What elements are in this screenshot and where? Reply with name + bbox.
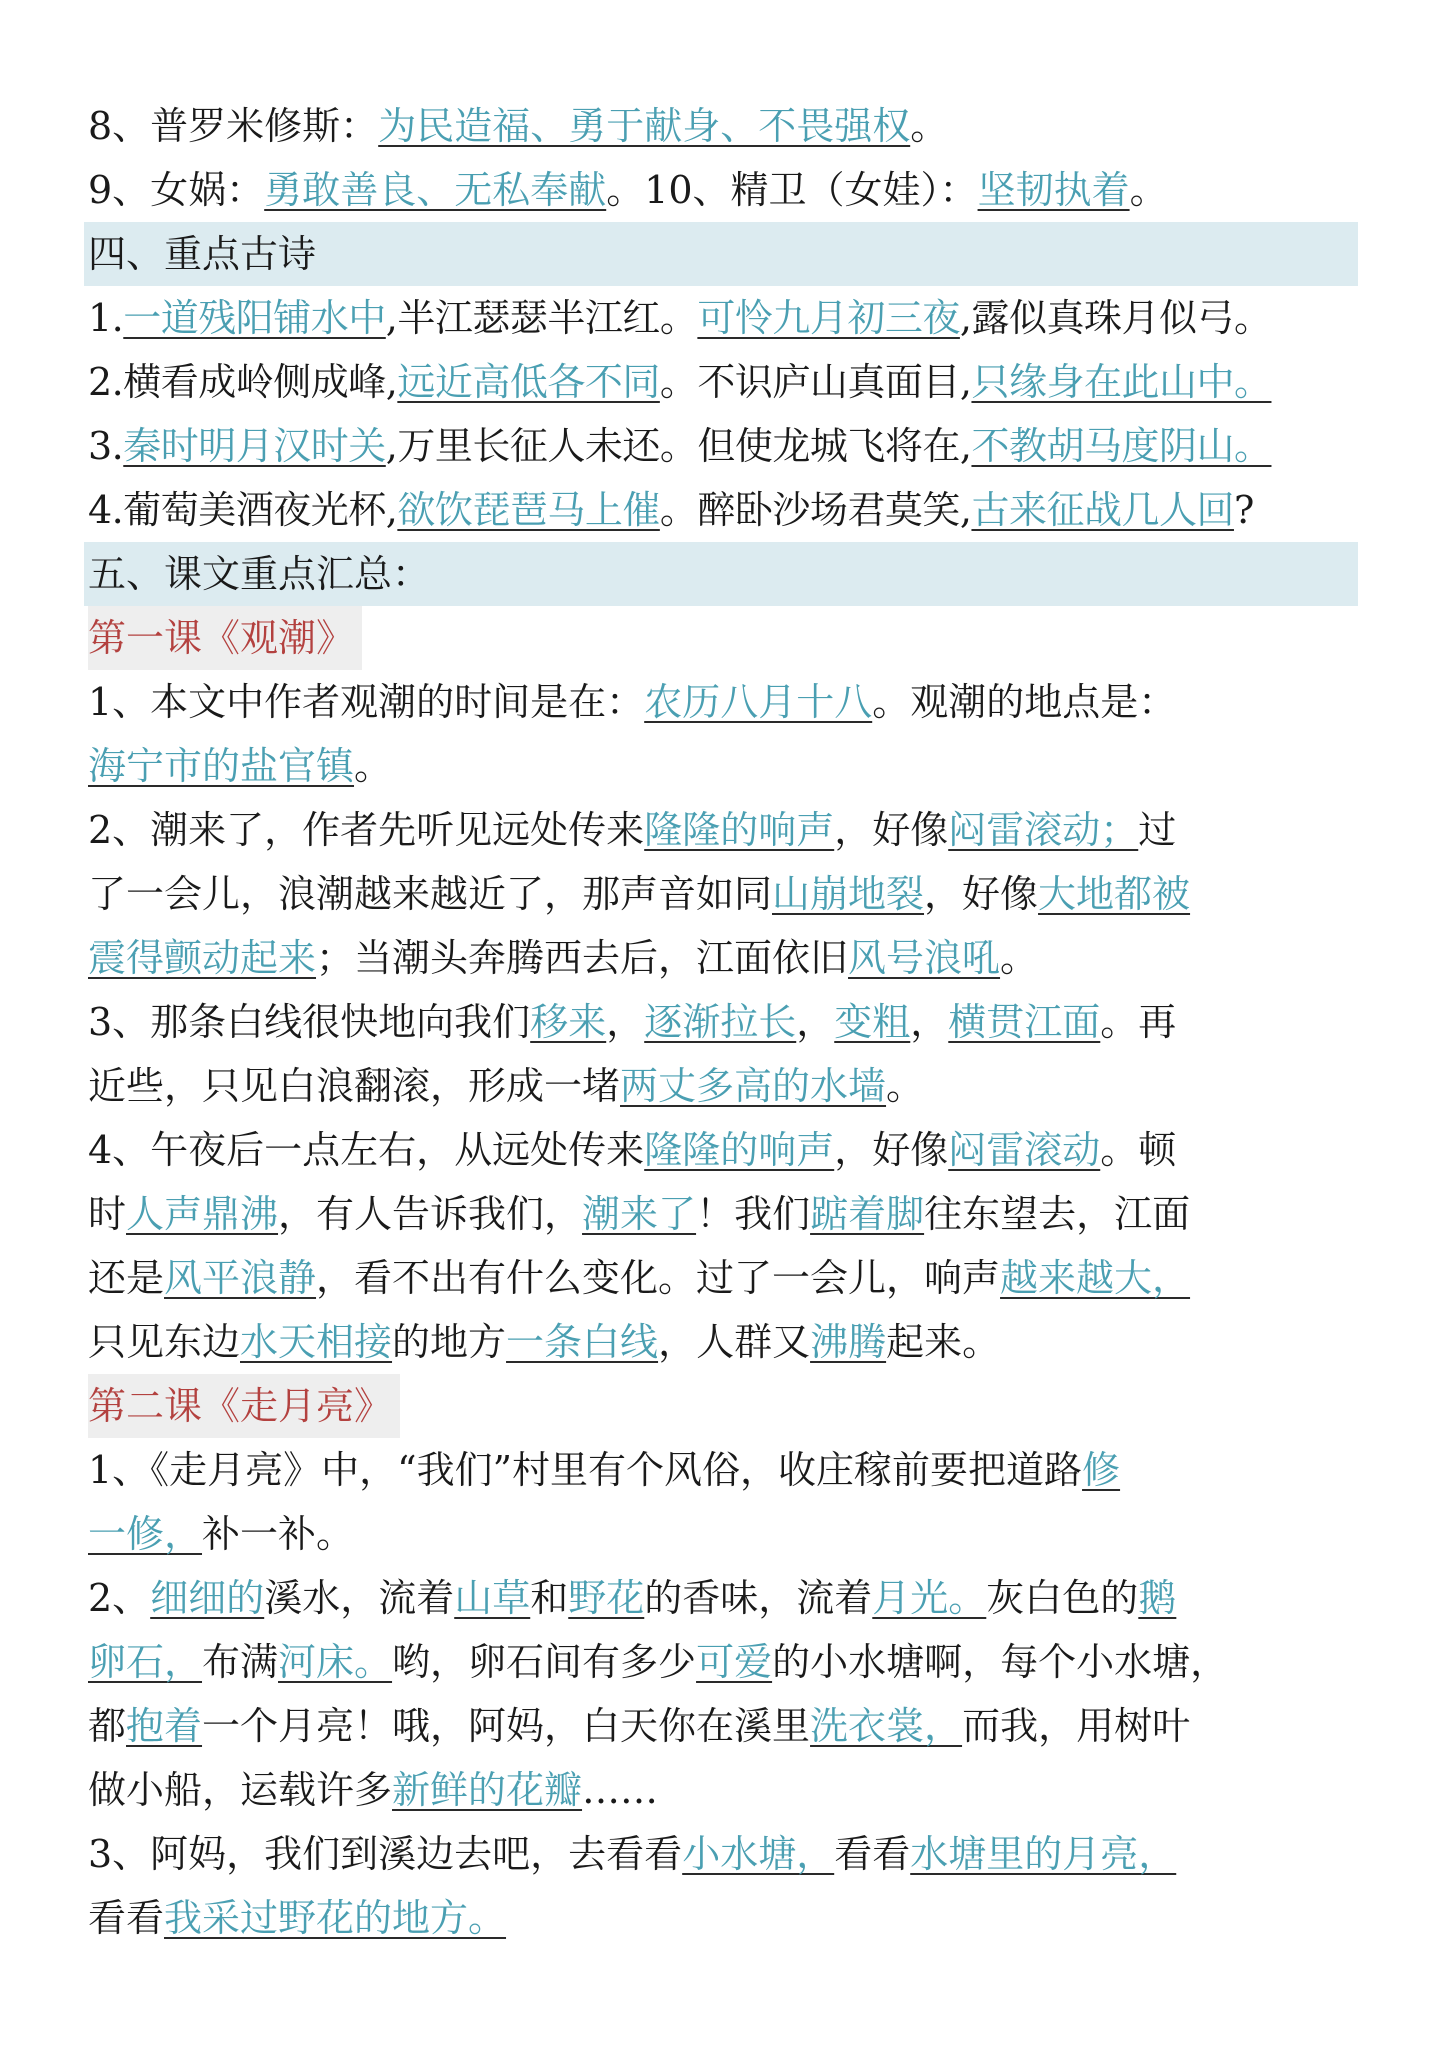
answer: 不教胡马度阴山。 xyxy=(971,424,1272,468)
answer: 沸腾 xyxy=(810,1320,887,1364)
lesson1-q1-line2 xyxy=(88,734,1354,798)
answer: 风号浪吼 xyxy=(848,936,1001,980)
lesson2-q2-line2 xyxy=(88,1630,1354,1694)
lesson1-q3-line2 xyxy=(88,1054,1354,1118)
text: 。观潮的地点是： xyxy=(872,680,1177,724)
text: 1. xyxy=(88,296,124,340)
lesson2-q2-line3 xyxy=(88,1694,1354,1758)
text: 。 xyxy=(910,104,949,148)
poem-3-line xyxy=(88,414,1354,478)
text: 溪水，流着 xyxy=(264,1576,455,1620)
text: ,露似真珠月似弓。 xyxy=(959,296,1272,340)
answer: 一道残阳铺水中 xyxy=(123,296,386,340)
answer: 远近高低各不同 xyxy=(397,360,660,404)
poem-1-line xyxy=(88,286,1354,350)
answer: 新鲜的花瓣 xyxy=(392,1768,583,1812)
lesson2-q3-line2 xyxy=(88,1886,1354,1950)
answer: 为民造福、勇于献身、不畏强权 xyxy=(378,104,911,148)
answer: 秦时明月汉时关 xyxy=(123,424,386,468)
text: ， xyxy=(796,1000,835,1044)
answer: 可怜九月初三夜 xyxy=(697,296,960,340)
lesson1-q4-line1 xyxy=(88,1118,1354,1182)
answer: 越来越大， xyxy=(1000,1256,1191,1300)
answer: 两丈多高的水墙 xyxy=(620,1064,887,1108)
text: 8、普罗米修斯： xyxy=(88,104,379,148)
text: 。 xyxy=(1000,936,1039,980)
text: 做小船，运载许多 xyxy=(88,1768,393,1812)
answer: 移来 xyxy=(530,1000,607,1044)
text: 。再 xyxy=(1100,1000,1177,1044)
text: 4.葡萄美酒夜光杯, xyxy=(88,488,398,532)
answer: 古来征战几人回 xyxy=(971,488,1234,532)
text: ，人群又 xyxy=(658,1320,811,1364)
text: 2、 xyxy=(88,1576,151,1620)
text: ，好像 xyxy=(834,1128,949,1172)
answer: 逐渐拉长 xyxy=(644,1000,797,1044)
lesson-1-title: 第一课《观潮》 xyxy=(88,606,362,670)
answer: 变粗 xyxy=(834,1000,911,1044)
text: ；当潮头奔腾西去后，江面依旧 xyxy=(316,936,849,980)
text: 1、本文中作者观潮的时间是在： xyxy=(88,680,645,724)
text: 1、《走月亮》中，“我们”村里有个风俗，收庄稼前要把道路 xyxy=(88,1448,1083,1492)
text: 2、潮来了，作者先听见远处传来 xyxy=(88,808,645,852)
answer: 震得颤动起来 xyxy=(88,936,317,980)
text: ， xyxy=(606,1000,645,1044)
poem-4-line xyxy=(88,478,1354,542)
lesson1-q4-line2 xyxy=(88,1182,1354,1246)
answer: 大地都被 xyxy=(1038,872,1191,916)
text: 3、阿妈，我们到溪边去吧，去看看 xyxy=(88,1832,683,1876)
lesson2-q1-line2 xyxy=(88,1502,1354,1566)
answer: 抱着 xyxy=(126,1704,203,1748)
answer: 横贯江面 xyxy=(948,1000,1101,1044)
lesson1-q2-line1 xyxy=(88,798,1354,862)
answer: 月光。 xyxy=(872,1576,987,1620)
answer: 可爱 xyxy=(696,1640,773,1684)
document-page xyxy=(88,94,1354,1950)
text: ， xyxy=(910,1000,949,1044)
answer: 欲饮琵琶马上催 xyxy=(397,488,660,532)
answer: 坚韧执着 xyxy=(977,168,1130,212)
lesson1-q3-line1 xyxy=(88,990,1354,1054)
answer: 洗衣裳， xyxy=(810,1704,963,1748)
text: 灰白色的 xyxy=(986,1576,1139,1620)
text: ,半江瑟瑟半江红。 xyxy=(385,296,698,340)
text: ,万里长征人未还。但使龙城飞将在, xyxy=(385,424,972,468)
answer: 一条白线 xyxy=(506,1320,659,1364)
text: 的地方 xyxy=(392,1320,507,1364)
answer: 修 xyxy=(1082,1448,1121,1492)
text: 9、女娲： xyxy=(88,168,265,212)
answer: 潮来了 xyxy=(582,1192,697,1236)
lesson-2-title: 第二课《走月亮》 xyxy=(88,1374,400,1438)
text: 而我，用树叶 xyxy=(962,1704,1191,1748)
text: 都 xyxy=(88,1704,127,1748)
answer: 风平浪静 xyxy=(164,1256,317,1300)
lesson1-q1-line1 xyxy=(88,670,1354,734)
text: ，有人告诉我们， xyxy=(278,1192,583,1236)
answer: 我采过野花的地方。 xyxy=(164,1896,507,1940)
answer: 农历八月十八 xyxy=(644,680,873,724)
answer: 水塘里的月亮， xyxy=(910,1832,1177,1876)
answer: 山崩地裂 xyxy=(772,872,925,916)
answer: 鹅 xyxy=(1138,1576,1177,1620)
text: 一个月亮！哦，阿妈，白天你在溪里 xyxy=(202,1704,811,1748)
text: 。 xyxy=(1129,168,1168,212)
text: …… xyxy=(582,1768,659,1812)
answer: 闷雷滚动 xyxy=(948,1128,1101,1172)
answer: 河床。 xyxy=(278,1640,393,1684)
text: 时 xyxy=(88,1192,127,1236)
lesson1-q2-line3 xyxy=(88,926,1354,990)
answer: 细细的 xyxy=(150,1576,265,1620)
answer: 人声鼎沸 xyxy=(126,1192,279,1236)
text: 。醉卧沙场君莫笑, xyxy=(659,488,972,532)
text: ? xyxy=(1233,488,1254,532)
text: 近些，只见白浪翻滚，形成一堵 xyxy=(88,1064,621,1108)
item-9-10-line xyxy=(88,158,1354,222)
answer: 勇敢善良、无私奉献 xyxy=(264,168,607,212)
answer: 卵石， xyxy=(88,1640,203,1684)
text: 往东望去，江面 xyxy=(924,1192,1191,1236)
text: 和 xyxy=(530,1576,569,1620)
answer: 踮着脚 xyxy=(810,1192,925,1236)
text: 只见东边 xyxy=(88,1320,241,1364)
section-heading-lessons: 五、课文重点汇总： xyxy=(84,542,1358,606)
text: ，看不出有什么变化。过了一会儿，响声 xyxy=(316,1256,1001,1300)
text: 的香味，流着 xyxy=(644,1576,873,1620)
text: 3. xyxy=(88,424,124,468)
item-8-line xyxy=(88,94,1354,158)
lesson2-q1-line1 xyxy=(88,1438,1354,1502)
text: ！我们 xyxy=(696,1192,811,1236)
answer: 隆隆的响声 xyxy=(644,1128,835,1172)
answer: 野花 xyxy=(568,1576,645,1620)
text: 布满 xyxy=(202,1640,279,1684)
text: 。顿 xyxy=(1100,1128,1177,1172)
answer: 小水塘， xyxy=(682,1832,835,1876)
poem-2-line xyxy=(88,350,1354,414)
text: ，好像 xyxy=(924,872,1039,916)
answer: 山草 xyxy=(454,1576,531,1620)
text: 哟，卵石间有多少 xyxy=(392,1640,697,1684)
section-heading-poems: 四、重点古诗 xyxy=(84,222,1358,286)
text: 。10、精卫（女娃）： xyxy=(606,168,978,212)
lesson1-q2-line2 xyxy=(88,862,1354,926)
text: 2.横看成岭侧成峰, xyxy=(88,360,398,404)
text: 看看 xyxy=(88,1896,165,1940)
text: ，好像 xyxy=(834,808,949,852)
text: 还是 xyxy=(88,1256,165,1300)
lesson2-q3-line1 xyxy=(88,1822,1354,1886)
answer: 只缘身在此山中。 xyxy=(971,360,1272,404)
text: 。 xyxy=(354,744,393,788)
text: 了一会儿，浪潮越来越近了，那声音如同 xyxy=(88,872,773,916)
lesson2-q2-line4 xyxy=(88,1758,1354,1822)
answer: 一修， xyxy=(88,1512,203,1556)
lesson2-q2-line1 xyxy=(88,1566,1354,1630)
lesson-1-title-row xyxy=(88,606,1354,670)
answer: 闷雷滚动； xyxy=(948,808,1139,852)
text: 过 xyxy=(1138,808,1177,852)
lesson-2-title-row xyxy=(88,1374,1354,1438)
answer: 隆隆的响声 xyxy=(644,808,835,852)
text: 。不识庐山真面目, xyxy=(659,360,972,404)
text: 看看 xyxy=(834,1832,911,1876)
text: 补一补。 xyxy=(202,1512,355,1556)
text: 4、午夜后一点左右，从远处传来 xyxy=(88,1128,645,1172)
text: 起来。 xyxy=(886,1320,1001,1364)
answer: 水天相接 xyxy=(240,1320,393,1364)
answer: 海宁市的盐官镇 xyxy=(88,744,355,788)
text: 。 xyxy=(886,1064,925,1108)
lesson1-q4-line3 xyxy=(88,1246,1354,1310)
text: 3、那条白线很快地向我们 xyxy=(88,1000,531,1044)
lesson1-q4-line4 xyxy=(88,1310,1354,1374)
text: 的小水塘啊，每个小水塘， xyxy=(772,1640,1229,1684)
